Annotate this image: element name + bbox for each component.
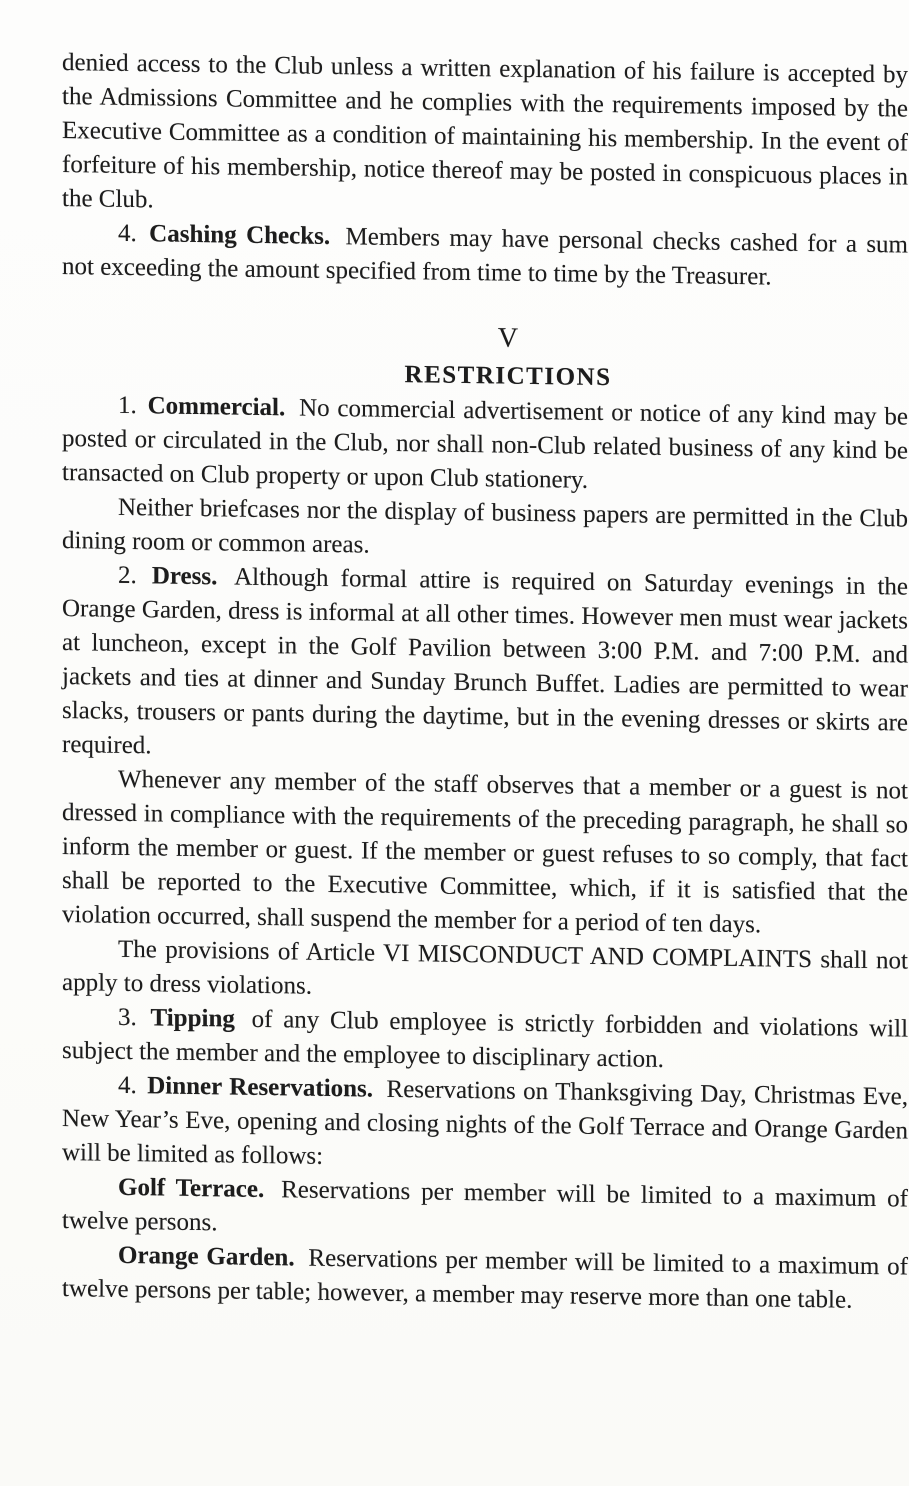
article-number-heading: V <box>497 322 519 354</box>
item-title: Commercial. <box>147 392 286 422</box>
paragraph-tipping <box>62 1000 908 1081</box>
paragraph-commercial <box>62 388 908 503</box>
paragraph-dress <box>62 558 908 775</box>
item-text: Although formal attire is required on Saturday evenings in the Orange Garden, dress is informal at all other times. However men must wear jackets at luncheon, except in the Golf Pavilion between 3:00 P.M. and 7:00 P.M. and jackets and ties at dinner and Sunday Brunch Buffet. Ladies are permitted to wear slacks, trousers or pants during the daytime, but in the evening dresses or skirts are required. <box>62 563 909 760</box>
paragraph-cashing-checks <box>62 216 908 297</box>
item-title: Dress. <box>151 562 218 591</box>
item-text: Members may have personal checks cashed for a sum not exceeding the amount specified from time to time by the Treasurer. <box>62 223 909 291</box>
item-title: Dinner Reservations. <box>147 1072 374 1103</box>
item-number: 4. <box>118 219 137 248</box>
paragraph-text: denied access to the Club unless a written explanation of his failure is accepted by the Admissions Committee and he complies with the requirements imposed by the Executive Committee as a condition of maintaining his membership. In the event of forfeiture of his membership, notice thereof may be posted in conspicuous places in the Club. <box>62 49 908 214</box>
item-number: 3. <box>118 1003 137 1032</box>
item-number: 2. <box>118 561 137 590</box>
paragraph-golf-terrace <box>62 1170 908 1251</box>
paragraph-text: Neither briefcases nor the display of business papers are permitted in the Club dining room or common areas. <box>62 493 908 559</box>
item-text: of any Club employee is strictly forbidden and violations will subject the member and the employee to disciplinary action. <box>62 1005 909 1073</box>
article-title-heading: RESTRICTIONS <box>404 361 612 392</box>
document-text-block <box>62 46 908 1319</box>
item-text: No commercial advertisement or notice of any kind may be posted or circulated in the Club, nor shall non-Club related business of any kind be transacted on Club property or upon Club stationery. <box>62 394 909 494</box>
paragraph-misconduct-note <box>62 932 908 1013</box>
paragraph-dress-enforcement <box>62 762 908 945</box>
item-text: Reservations per member will be limited to a maximum of twelve persons per table; however, a member may reserve more than one table. <box>62 1244 908 1314</box>
paragraph-forfeiture-notice <box>62 46 908 229</box>
item-number: 4. <box>118 1071 137 1100</box>
item-text: Reservations per member will be limited to a maximum of twelve persons. <box>62 1176 908 1237</box>
item-text: Reservations on Thanksgiving Day, Christmas Eve, New Year’s Eve, opening and closing nights of the Golf Terrace and Orange Garden will be limited as follows: <box>62 1075 908 1170</box>
item-number: 1. <box>118 391 137 420</box>
paragraph-business-papers <box>62 490 908 571</box>
item-title: Tipping <box>150 1004 235 1033</box>
item-title: Cashing Checks. <box>149 220 331 250</box>
item-title: Golf Terrace. <box>118 1173 265 1204</box>
paragraph-text: Whenever any member of the staff observes that a member or a guest is not dressed in compliance with the requirements of the preceding paragraph, he shall so inform the member or guest. If the member or guest refuses to so comply, that fact shall be reported to the Executive Committee, which, if it is satisfied that the violation occurred, shall suspend the member for a period of ten days. <box>62 765 908 939</box>
paragraph-text: The provisions of Article VI MISCONDUCT AND COMPLAINTS shall not apply to dress violations. <box>62 935 908 1000</box>
paragraph-orange-garden <box>62 1238 908 1319</box>
paragraph-dinner-reservations <box>62 1068 908 1183</box>
item-title: Orange Garden. <box>118 1241 295 1272</box>
